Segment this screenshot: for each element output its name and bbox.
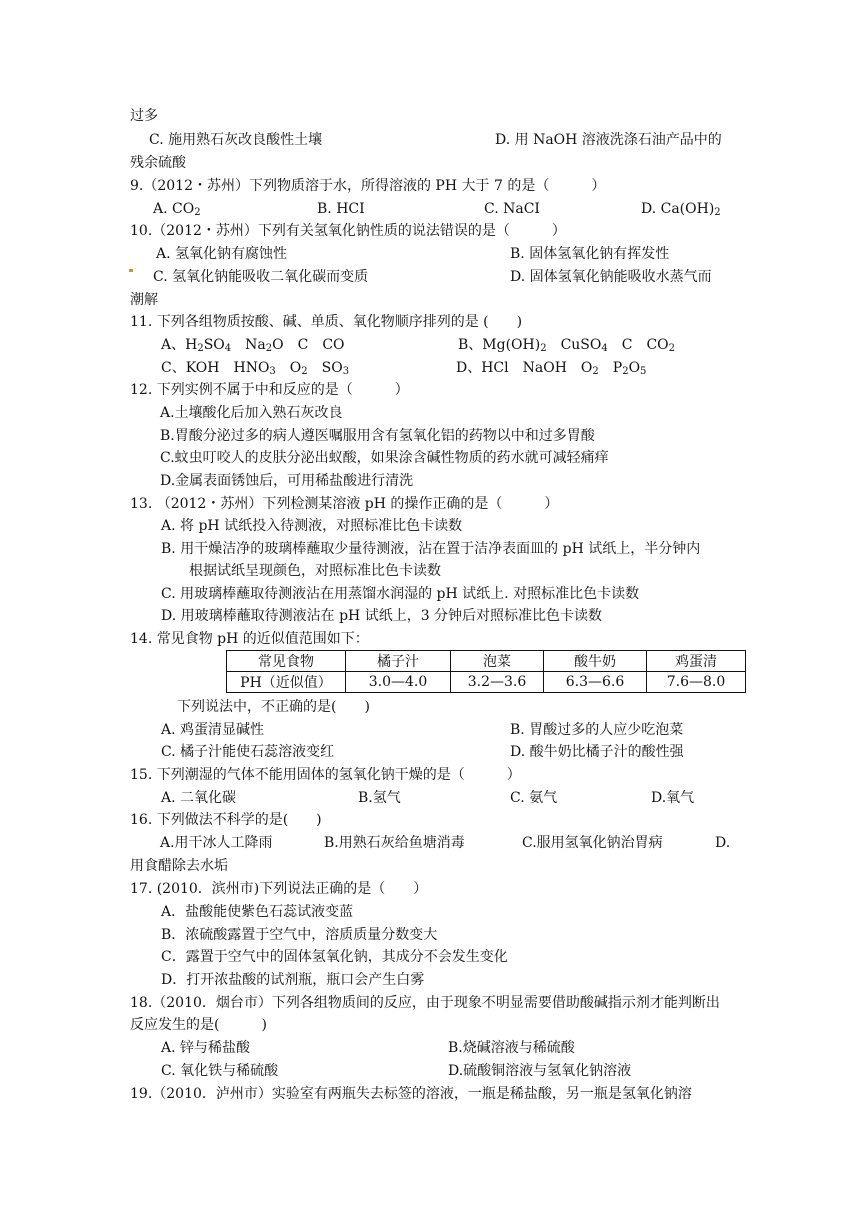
option-c: C. 氢氧化钠能吸收二氧化碳而变质 — [153, 269, 369, 285]
question-10: 10.（2012・苏州）下列有关氢氧化钠性质的说法错误的是（ ） — [130, 223, 566, 239]
option-a: A、$H_2SO_4$ $Na_2O$ C CO — [161, 337, 345, 354]
option-d: D. 酸牛奶比橘子汁的酸性强 — [510, 744, 684, 760]
option-c: C. 氨气 — [510, 790, 558, 806]
question-12: 12. 下列实例不属于中和反应的是（ ） — [130, 382, 409, 398]
question-17: 17. (2010．滨州市)下列说法正确的是（ ） — [130, 881, 428, 897]
table-cell: 酸牛奶 — [544, 651, 647, 672]
question-18: 18.（2010．烟台市）下列各组物质间的反应，由于现象不明显需要借助酸碱指示剂才能判断出 — [130, 995, 720, 1011]
question-19: 19.（2010．泸州市）实验室有两瓶失去标签的溶液，一瓶是稀盐酸，另一瓶是氢氧化钠溶 — [130, 1086, 692, 1102]
table-cell: 3.0—4.0 — [346, 672, 451, 693]
option-c: C. 用玻璃棒蘸取待测液沾在用蒸馏水润湿的 pH 试纸上. 对照标准比色卡读数 — [161, 586, 640, 602]
option-a: A.用干冰人工降雨 — [160, 835, 273, 851]
option-d: D.氧气 — [651, 790, 695, 806]
question-9: 9.（2012・苏州）下列物质溶于水，所得溶液的 PH 大于 7 的是（ ） — [130, 178, 606, 194]
option-b: B. 固体氢氧化钠有挥发性 — [510, 246, 670, 262]
text-line: 潮解 — [130, 292, 158, 308]
option-c: C.蚊虫叮咬人的皮肤分泌出蚁酸，如果涂含碱性物质的药水就可减轻痛痒 — [160, 450, 609, 466]
table-cell: 7.6—8.0 — [647, 672, 746, 693]
text-line: 残余硫酸 — [130, 155, 186, 171]
table-cell: 橘子汁 — [346, 651, 451, 672]
option-a: A．盐酸能使紫色石蕊试液变蓝 — [161, 904, 354, 920]
option-b: B.氢气 — [358, 790, 401, 806]
option-b: B.烧碱溶液与稀硫酸 — [448, 1040, 575, 1056]
option-a: A. $CO_2$ — [153, 201, 201, 218]
option-c: C. NaCI — [484, 201, 540, 217]
option-a: A. 二氧化碳 — [161, 790, 237, 806]
option-d: D. $Ca(OH)_2$ — [641, 201, 721, 218]
option-d: D. — [715, 835, 731, 851]
option-b: B．浓硫酸露置于空气中，溶质质量分数变大 — [161, 927, 438, 943]
option-b-cont: 根据试纸呈现颜色，对照标准比色卡读数 — [189, 563, 441, 579]
text-line: 用食醋除去水垢 — [130, 858, 228, 874]
option-c: C.服用氢氧化钠治胃病 — [522, 835, 663, 851]
food-ph-table — [226, 650, 746, 693]
question-16: 16. 下列做法不科学的是( ) — [130, 812, 322, 828]
question-11: 11. 下列各组物质按酸、碱、单质、氧化物顺序排列的是 ( ) — [130, 314, 523, 330]
question-14: 14. 常见食物 pH 的近似值范围如下： — [130, 631, 369, 647]
question-14-stem: 下列说法中，不正确的是( ) — [177, 699, 370, 715]
table-cell: 3.2—3.6 — [451, 672, 544, 693]
option-a: A. 锌与稀盐酸 — [161, 1040, 251, 1056]
option-b: B、$Mg(OH)_2$ CuSO$_4$ C $CO_2$ — [458, 337, 676, 354]
question-18-cont: 反应发生的是( ) — [130, 1017, 267, 1033]
option-c: C．露置于空气中的固体氢氧化钠，其成分不会发生变化 — [161, 949, 508, 965]
option-d: D.金属表面锈蚀后，可用稀盐酸进行清洗 — [160, 473, 414, 489]
table-row — [227, 651, 746, 672]
option-d: D．打开浓盐酸的试剂瓶，瓶口会产生白雾 — [161, 972, 425, 988]
table-row — [227, 672, 746, 693]
table-cell: 鸡蛋清 — [647, 651, 746, 672]
option-a: A.土壤酸化后加入熟石灰改良 — [160, 405, 343, 421]
option-a: A. 氢氧化钠有腐蚀性 — [156, 246, 288, 262]
option-c: C、KOH $HNO_3$ $O_2$ $SO_3$ — [161, 360, 350, 377]
margin-mark — [129, 269, 133, 272]
option-b: B. HCI — [317, 201, 365, 217]
option-d: D.硫酸铜溶液与氢氧化钠溶液 — [448, 1063, 632, 1079]
question-15: 15. 下列潮湿的气体不能用固体的氢氧化钠干燥的是（ ） — [130, 767, 521, 783]
option-b: B.用熟石灰给鱼塘消毒 — [324, 835, 465, 851]
option-c: C. 橘子汁能使石蕊溶液变红 — [161, 744, 335, 760]
option-d: D. 固体氢氧化钠能吸收水蒸气而 — [510, 269, 712, 285]
option-d: D、HCl NaOH $O_2$ $P_2O_5$ — [456, 360, 647, 377]
table-cell: PH（近似值） — [227, 672, 346, 693]
option-d: D. 用 NaOH 溶液洗涤石油产品中的 — [495, 132, 722, 148]
option-c: C. 氧化铁与稀硫酸 — [161, 1063, 279, 1079]
option-b: B. 胃酸过多的人应少吃泡菜 — [510, 722, 684, 738]
table-cell: 泡菜 — [451, 651, 544, 672]
option-a: A. 将 pH 试纸投入待测液，对照标准比色卡读数 — [161, 518, 463, 534]
option-a: A. 鸡蛋清显碱性 — [161, 722, 265, 738]
question-13: 13. （2012・苏州）下列检测某溶液 pH 的操作正确的是（ ） — [130, 496, 559, 512]
option-b: B.胃酸分泌过多的病人遵医嘱服用含有氢氧化铝的药物以中和过多胃酸 — [160, 428, 595, 444]
option-d: D. 用玻璃棒蘸取待测液沾在 pH 试纸上，3 分钟后对照标准比色卡读数 — [161, 608, 603, 624]
table-cell: 6.3—6.6 — [544, 672, 647, 693]
table-cell: 常见食物 — [227, 651, 346, 672]
text-line: 过多 — [130, 108, 158, 124]
option-b: B. 用干燥洁净的玻璃棒蘸取少量待测液，沾在置于洁净表面皿的 pH 试纸上，半分钟内 — [161, 541, 701, 557]
option-c: C. 施用熟石灰改良酸性土壤 — [149, 132, 323, 148]
